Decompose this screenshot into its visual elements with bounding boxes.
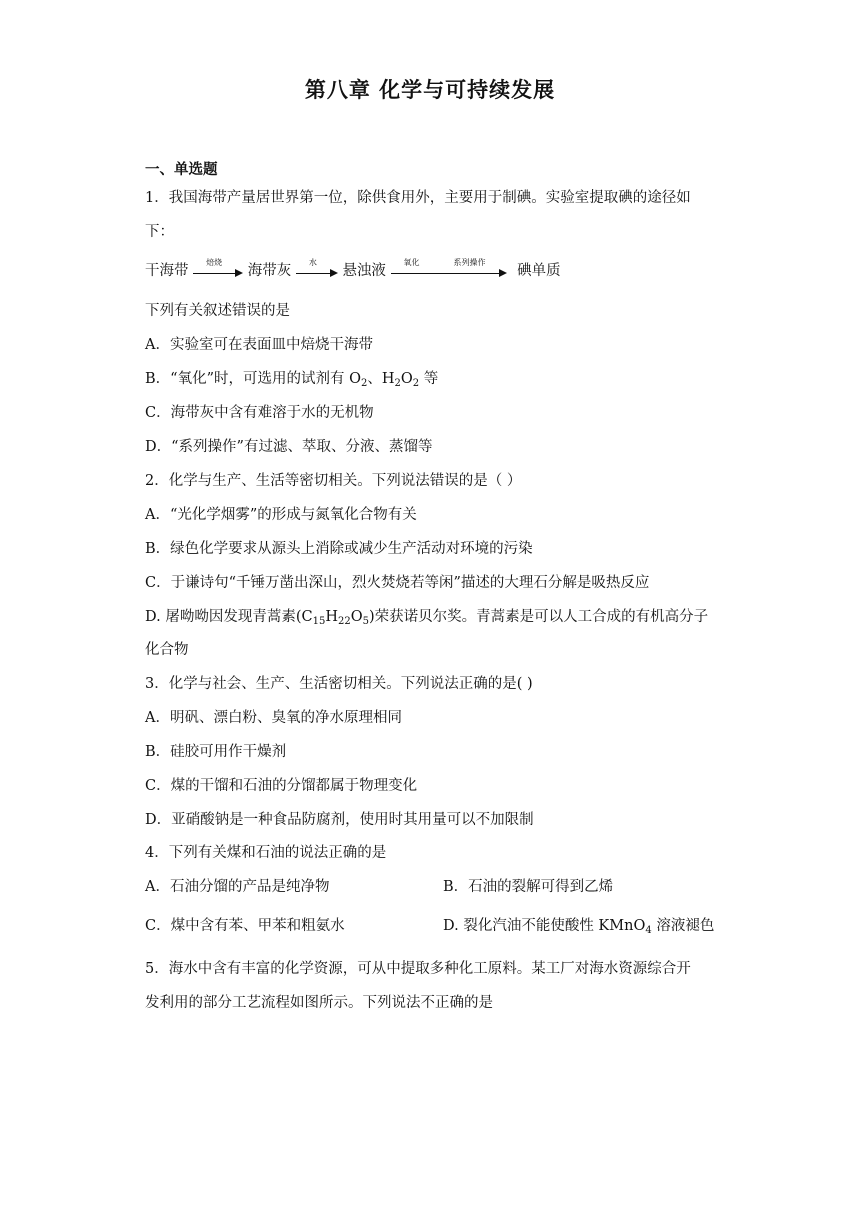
iodine-extraction-flow (145, 259, 561, 285)
q1-question: 下列有关叙述错误的是 (145, 303, 290, 319)
q1-stem-line1: 1．我国海带产量居世界第一位，除供食用外，主要用于制碘。实验室提取碘的途径如 (145, 190, 691, 206)
q3-option-b: B．硅胶可用作干燥剂 (145, 744, 287, 760)
flow-arrow-label: 系列操作 (453, 257, 486, 267)
q5-stem-line1: 5．海水中含有丰富的化学资源，可从中提取多种化工原料。某工厂对海水资源综合开 (145, 961, 691, 977)
q4-stem: 4．下列有关煤和石油的说法正确的是 (145, 845, 387, 861)
q4-option-c: C．煤中含有苯、甲苯和粗氨水 (145, 918, 345, 934)
flow-node-suspension: 悬浊液 (342, 263, 386, 279)
q1-stem-line2: 下： (145, 224, 174, 240)
q3-stem: 3．化学与社会、生产、生活密切相关。下列说法正确的是( ) (145, 676, 533, 692)
q2-option-d: D. 屠呦呦因发现青蒿素$(C_{15}H_{22}O_5)$荣获诺贝尔奖。青蒿素是可以人工合成的有机高分子 (145, 609, 709, 627)
q2-option-c: C．于谦诗句“千锤万凿出深山，烈火焚烧若等闲”描述的大理石分解是吸热反应 (145, 575, 650, 591)
q1-option-b: B．“氧化”时，可选用的试剂有 $O_2$、$H_2O_2$ 等 (145, 371, 439, 389)
q1-option-a: A．实验室可在表面皿中焙烧干海带 (145, 337, 373, 353)
flow-arrow-water (296, 257, 338, 280)
flow-node-iodine: 碘单质 (517, 263, 561, 279)
flow-node-kelp-ash: 海带灰 (247, 263, 292, 279)
q2-option-d-line2: 化合物 (145, 642, 189, 658)
q2-option-b: B．绿色化学要求从源头上消除或减少生产活动对环境的污染 (145, 541, 533, 557)
q3-option-c: C．煤的干馏和石油的分馏都属于物理变化 (145, 778, 418, 794)
q3-option-d: D．亚硝酸钠是一种食品防腐剂，使用时其用量可以不加限制 (145, 812, 534, 828)
q1-option-c: C．海带灰中含有难溶于水的无机物 (145, 405, 374, 421)
q4-option-d: D. 裂化汽油不能使酸性 KMnO$_4$ 溶液褪色 (443, 918, 715, 936)
flow-arrow-label: 焙烧 (206, 257, 223, 267)
flow-arrow-oxidize (391, 257, 441, 280)
q4-option-a: A．石油分馏的产品是纯净物 (145, 879, 330, 895)
q4-option-b: B．石油的裂解可得到乙烯 (443, 879, 614, 895)
q3-option-a: A．明矾、漂白粉、臭氧的净水原理相同 (145, 710, 402, 726)
q2-stem: 2．化学与生产、生活等密切相关。下列说法错误的是（ ） (145, 473, 522, 489)
flow-node-dry-kelp: 干海带 (145, 263, 189, 279)
flow-arrow-label: 氧化 (403, 257, 420, 267)
q5-stem-line2: 发利用的部分工艺流程如图所示。下列说法不正确的是 (145, 995, 493, 1011)
flow-arrow-series-ops (441, 257, 507, 280)
flow-arrow-roast (193, 257, 243, 280)
q2-option-a: A．“光化学烟雾”的形成与氮氧化合物有关 (145, 507, 417, 523)
page-title: 第八章 化学与可持续发展 (304, 77, 556, 102)
q1-option-d: D．“系列操作”有过滤、萃取、分液、蒸馏等 (145, 439, 433, 455)
section-heading: 一、单选题 (145, 161, 218, 178)
flow-arrow-label: 水 (308, 257, 317, 267)
